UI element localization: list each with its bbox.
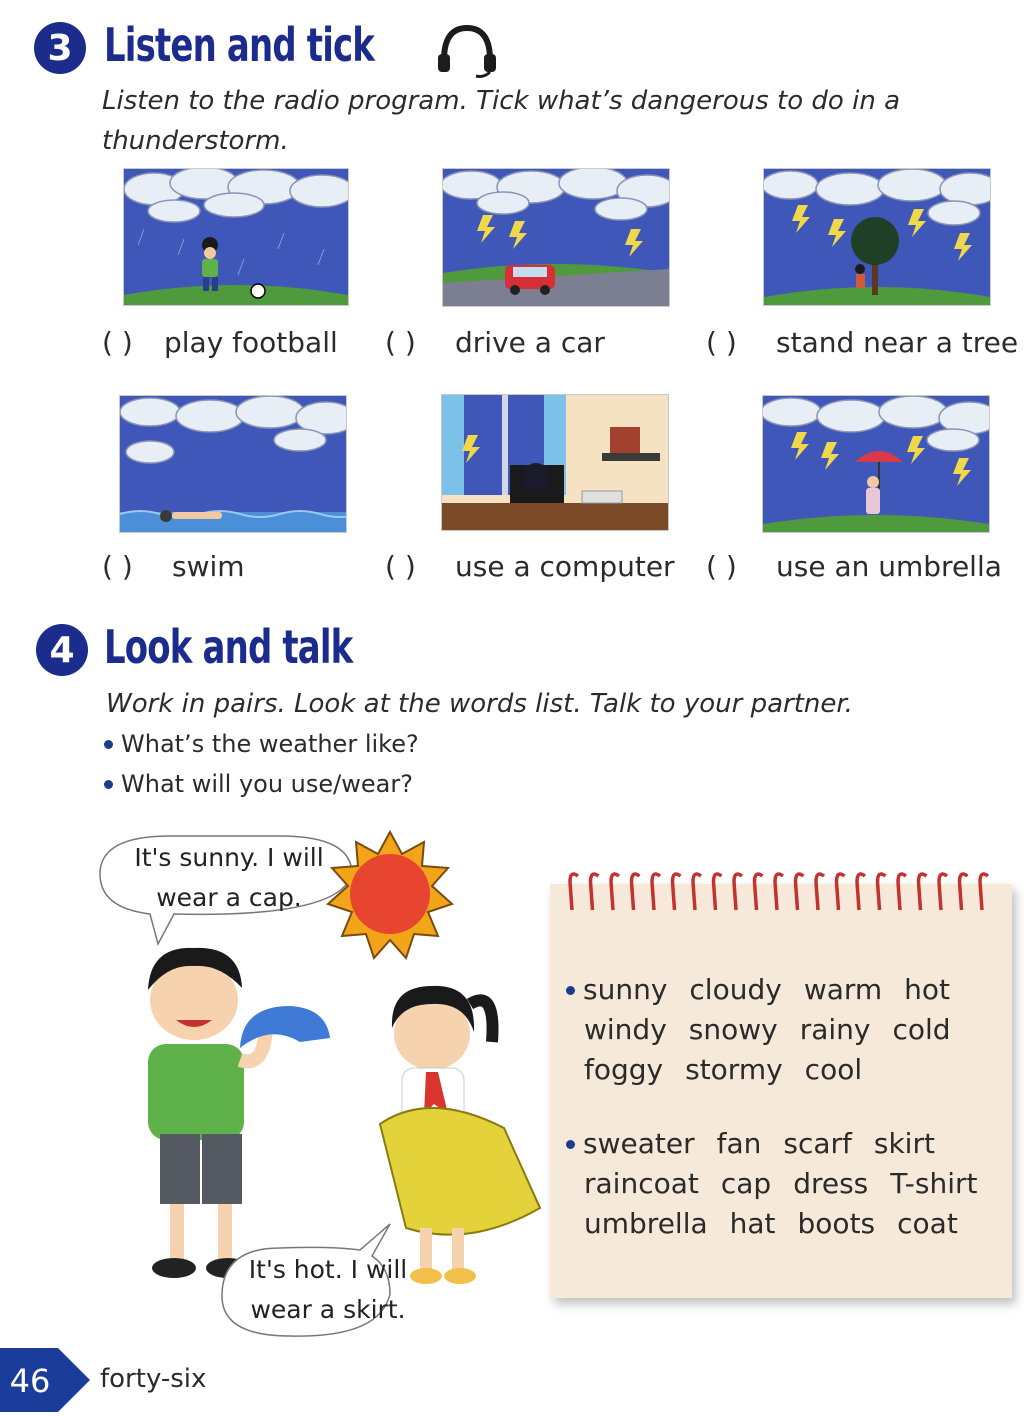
bullet-icon — [104, 780, 113, 789]
ring-icon — [816, 874, 824, 910]
ring-icon — [611, 874, 619, 910]
section-3-number: 3 — [34, 22, 86, 74]
ring-icon — [796, 874, 804, 910]
word: cold — [892, 1013, 951, 1046]
bubble-line: It's hot. I will — [248, 1255, 408, 1284]
question-text: What’s the weather like? — [121, 730, 419, 758]
ring-icon — [591, 874, 599, 910]
section-4-instruction: Work in pairs. Look at the words list. Talk to your partner. — [106, 689, 853, 719]
ring-icon — [898, 874, 906, 910]
question-wear — [104, 770, 413, 798]
page-number: 46 — [9, 1362, 51, 1400]
words-list-notebook — [550, 884, 1012, 1298]
ring-icon — [570, 874, 578, 910]
word: skirt — [873, 1127, 935, 1160]
bubble-line: wear a cap. — [156, 883, 302, 912]
word: sunny — [583, 973, 668, 1006]
word: snowy — [688, 1013, 778, 1046]
ring-icon — [980, 874, 988, 910]
question-weather — [104, 730, 419, 758]
word: foggy — [584, 1053, 664, 1086]
answer-blank[interactable]: ( ) — [385, 326, 416, 359]
word: hat — [729, 1207, 776, 1240]
ring-icon — [837, 874, 845, 910]
item-label: swim — [172, 550, 245, 583]
word: cool — [804, 1053, 863, 1086]
words-row — [566, 1164, 1000, 1204]
word: warm — [803, 973, 883, 1006]
ring-icon — [693, 874, 701, 910]
speech-bubble-boy — [104, 838, 354, 918]
word: stormy — [685, 1053, 783, 1086]
page-word: forty-six — [100, 1364, 207, 1394]
item-use-a-computer[interactable] — [385, 550, 675, 583]
ring-icon — [755, 874, 763, 910]
word: cap — [720, 1167, 772, 1200]
headphones-icon — [432, 20, 502, 84]
picture-play-football — [123, 168, 349, 306]
item-label: stand near a tree — [776, 326, 1019, 359]
answer-blank[interactable]: ( ) — [706, 550, 737, 583]
word: cloudy — [689, 973, 782, 1006]
words-row — [566, 1010, 973, 1050]
answer-blank[interactable]: ( ) — [385, 550, 416, 583]
item-play-football[interactable] — [102, 326, 338, 359]
words-row — [566, 1050, 973, 1090]
section-3-title: Listen and tick — [104, 18, 375, 72]
words-row — [566, 970, 973, 1010]
answer-blank[interactable]: ( ) — [706, 326, 737, 359]
speech-bubble-girl — [228, 1250, 428, 1330]
word: raincoat — [584, 1167, 699, 1200]
word: boots — [797, 1207, 876, 1240]
word: dress — [793, 1167, 869, 1200]
answer-blank[interactable]: ( ) — [102, 550, 133, 583]
word: hot — [904, 973, 951, 1006]
word: rainy — [799, 1013, 871, 1046]
ring-icon — [734, 874, 742, 910]
item-label: drive a car — [455, 326, 605, 359]
picture-swim — [119, 395, 347, 533]
notebook-rings-icon — [564, 866, 1000, 916]
bullet-icon — [566, 986, 575, 995]
answer-blank[interactable]: ( ) — [102, 326, 133, 359]
section-3-instruction-line-1: Listen to the radio program. Tick what’s dangerous to do in a — [102, 86, 901, 116]
bubble-line: wear a skirt. — [250, 1295, 406, 1324]
ring-icon — [673, 874, 681, 910]
word: umbrella — [584, 1207, 708, 1240]
picture-stand-near-a-tree — [763, 168, 991, 306]
words-row — [566, 1204, 1000, 1244]
ring-icon — [652, 874, 660, 910]
picture-drive-a-car — [442, 168, 670, 307]
section-3-instruction-line-2: thunderstorm. — [102, 126, 289, 156]
words-row — [566, 1124, 1000, 1164]
ring-icon — [775, 874, 783, 910]
word: windy — [584, 1013, 667, 1046]
item-use-an-umbrella[interactable] — [706, 550, 1002, 583]
ring-icon — [714, 874, 722, 910]
ring-icon — [960, 874, 968, 910]
question-text: What will you use/wear? — [121, 770, 413, 798]
ring-icon — [857, 874, 865, 910]
item-label: play football — [164, 326, 338, 359]
weather-words — [566, 970, 973, 1090]
ring-icon — [919, 874, 927, 910]
section-4-title: Look and talk — [104, 620, 353, 674]
ring-icon — [632, 874, 640, 910]
ring-icon — [878, 874, 886, 910]
item-drive-a-car[interactable] — [385, 326, 605, 359]
bullet-icon — [566, 1140, 575, 1149]
item-label: use an umbrella — [776, 550, 1002, 583]
clothing-words — [566, 1124, 1000, 1244]
bullet-icon — [104, 740, 113, 749]
item-stand-near-a-tree[interactable] — [706, 326, 1018, 359]
word: fan — [716, 1127, 762, 1160]
ring-icon — [939, 874, 947, 910]
word: coat — [897, 1207, 958, 1240]
word: scarf — [783, 1127, 852, 1160]
bubble-line: It's sunny. I will — [134, 843, 324, 872]
item-label: use a computer — [455, 550, 675, 583]
picture-use-an-umbrella — [762, 395, 990, 533]
word: T-shirt — [890, 1167, 978, 1200]
picture-use-a-computer — [441, 394, 669, 531]
item-swim[interactable] — [102, 550, 245, 583]
section-4-number: 4 — [36, 624, 88, 676]
word: sweater — [583, 1127, 695, 1160]
